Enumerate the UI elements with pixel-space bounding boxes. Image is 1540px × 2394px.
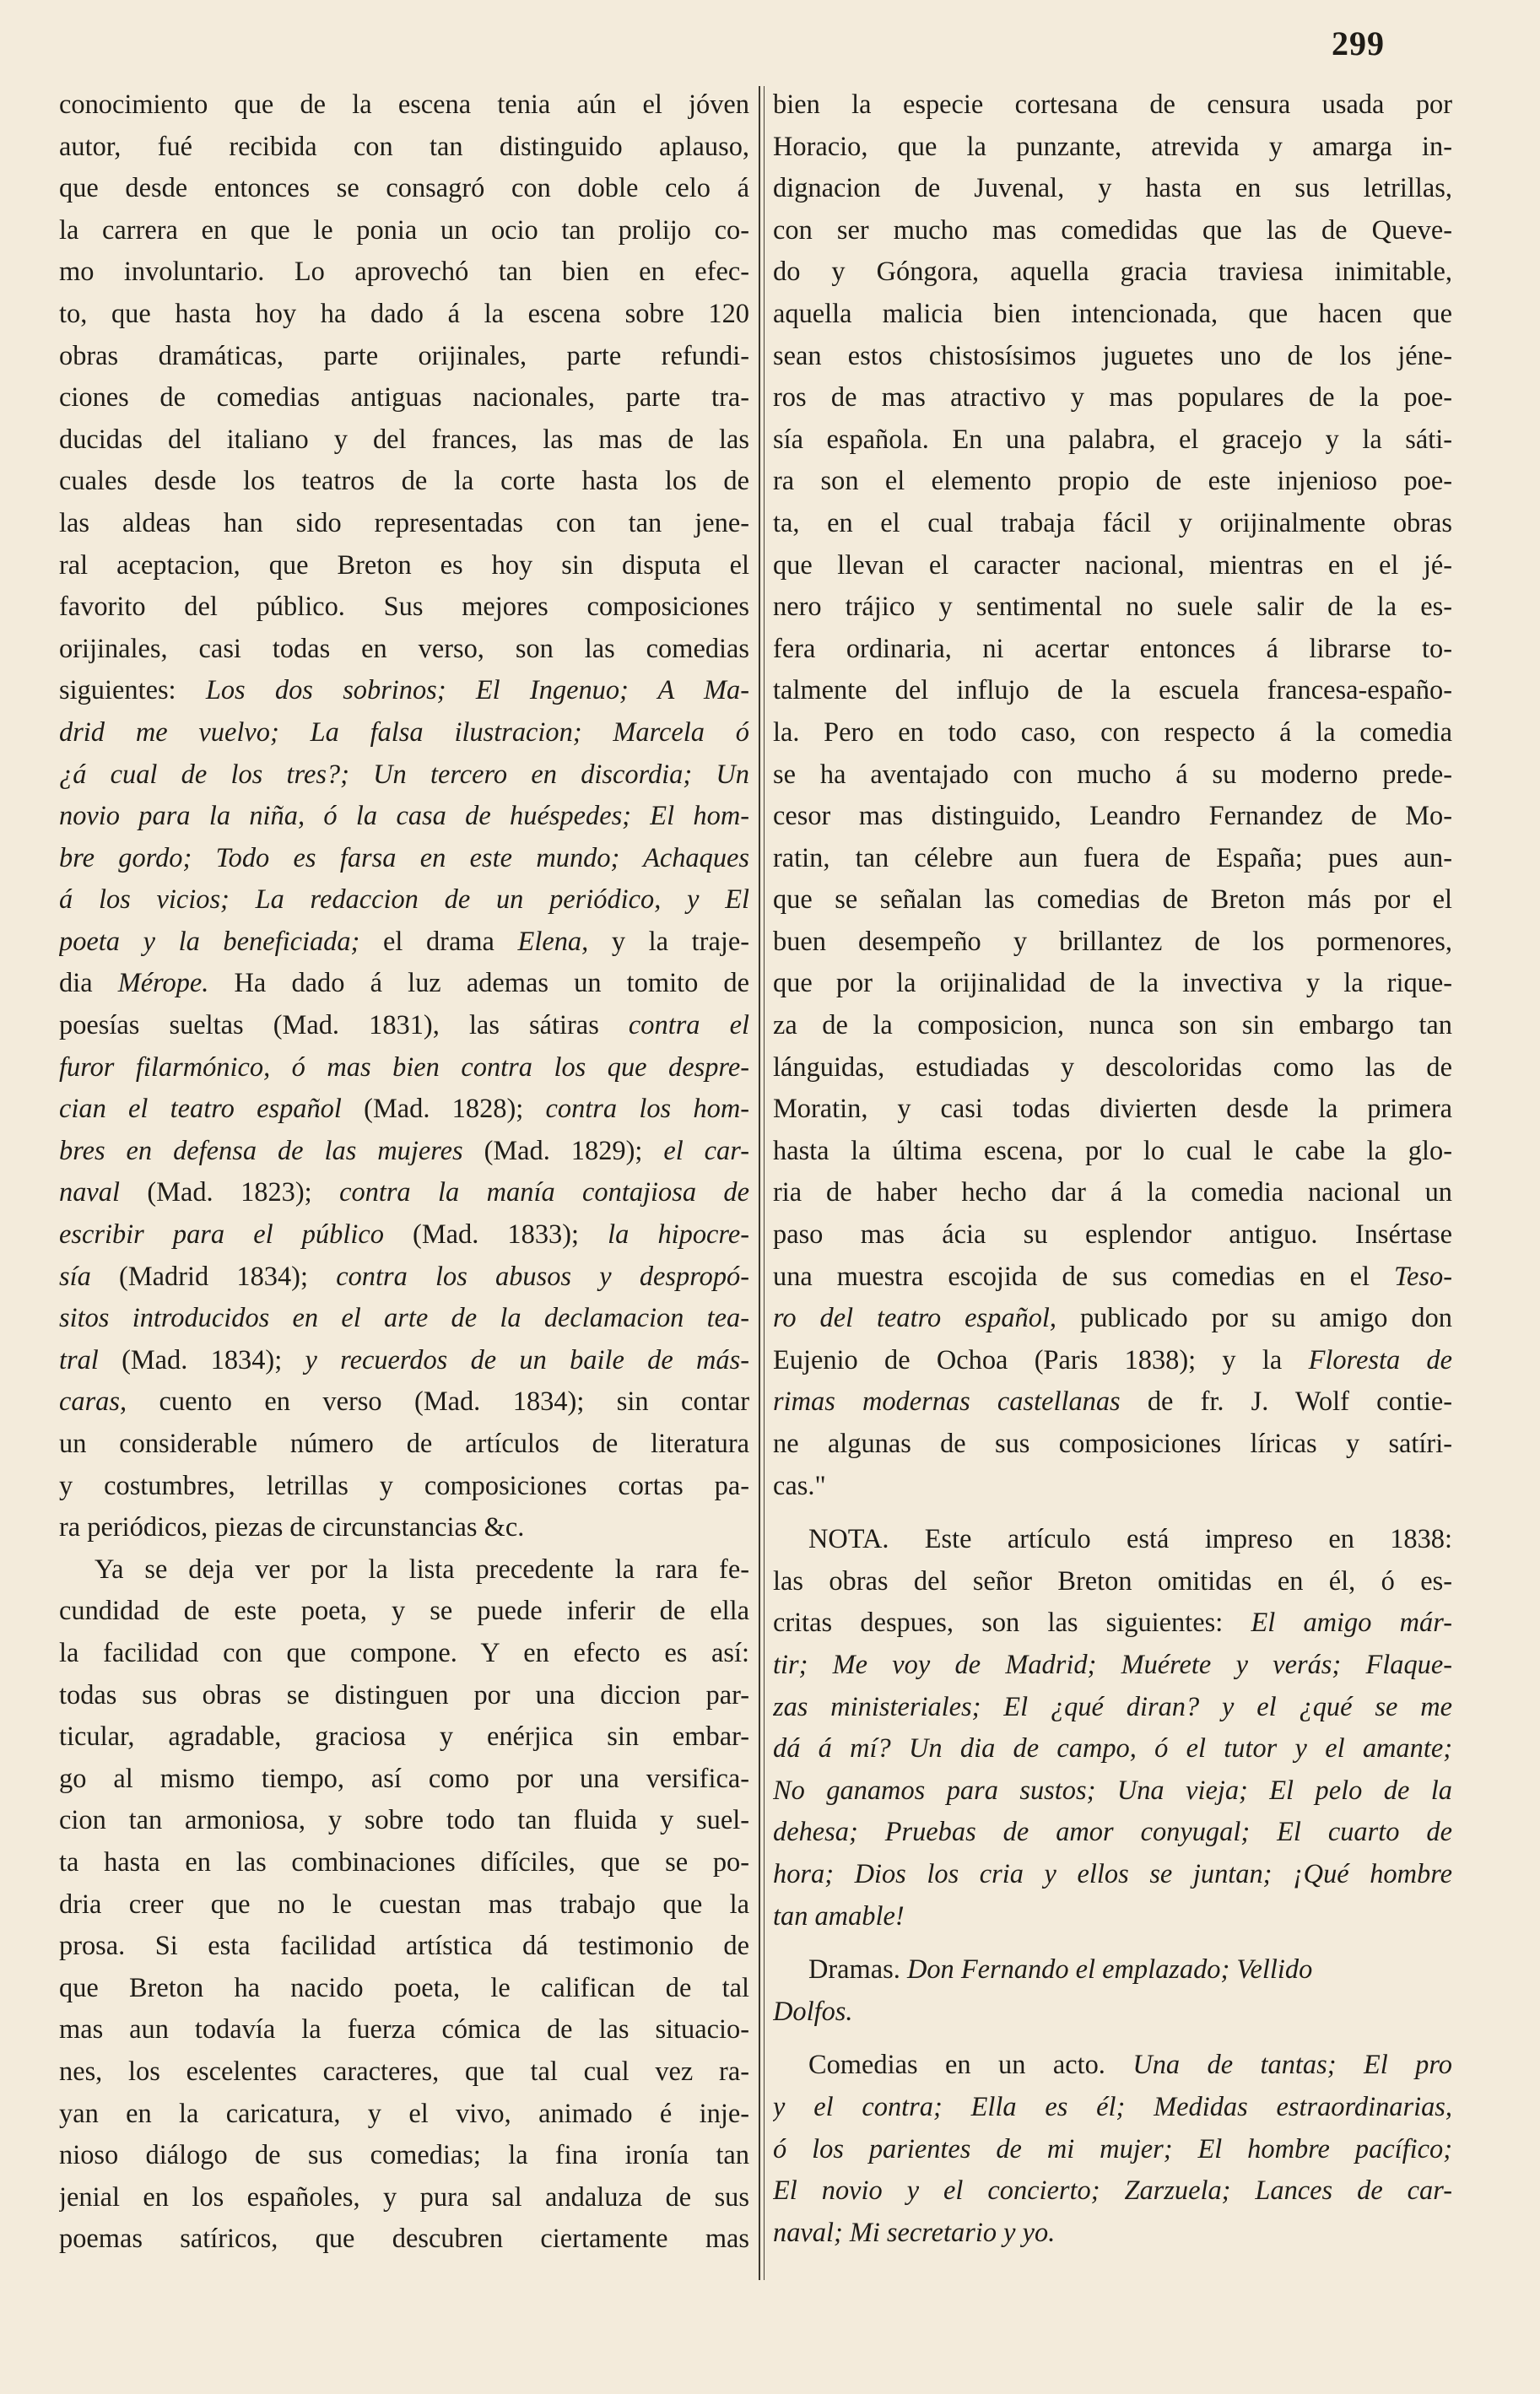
text-line [59, 1131, 749, 1173]
column-rule [759, 86, 760, 2280]
text-run: prosa. Si esta facilidad artística dá testimonio de [59, 1931, 749, 1962]
text-line [59, 1800, 749, 1842]
italic-text: Los dos sobrinos; El Ingenuo; A Ma- [205, 675, 749, 706]
text-line [773, 712, 1452, 754]
text-line [59, 1298, 749, 1340]
italic-text: sitos introducidos en el arte de la declamacion tea- [59, 1303, 749, 1334]
text-line [773, 127, 1452, 169]
text-run: do y Góngora, aquella gracia traviesa inimitable, [773, 257, 1452, 288]
text-run: cesor mas distinguido, Leandro Fernandez de Mo- [773, 801, 1452, 832]
text-line [773, 1214, 1452, 1256]
text-line [773, 1728, 1452, 1770]
text-line [773, 754, 1452, 797]
page-number: 299 [1332, 24, 1385, 62]
text-line [773, 1770, 1452, 1813]
text-line [773, 1256, 1452, 1299]
text-run: poesías sueltas (Mad. 1831), las sátiras [59, 1010, 629, 1041]
text-line [773, 336, 1452, 378]
text-line [773, 503, 1452, 545]
italic-text: tir; Me voy de Madrid; Muérete y verás; Flaque- [773, 1649, 1452, 1680]
text-line [59, 377, 749, 419]
text-line [59, 1005, 749, 1047]
text-run: una muestra escojida de sus comedias en el [773, 1261, 1394, 1292]
italic-text: y recuerdos de un baile de más- [305, 1344, 749, 1375]
italic-text: á los vicios; La redaccion de un periódico, y El [59, 884, 749, 916]
text-run: mo involuntario. Lo aprovechó tan bien en efec- [59, 257, 749, 288]
text-line [59, 1089, 749, 1131]
text-line [59, 1340, 749, 1382]
text-run: lánguidas, estudiadas y descoloridas como las de [773, 1051, 1452, 1083]
text-line [59, 127, 749, 169]
text-line [59, 2009, 749, 2051]
italic-text: naval; Mi secretario y yo. [773, 2217, 1056, 2248]
text-line [59, 1172, 749, 1214]
paragraph-gap [773, 2033, 1452, 2045]
text-line [773, 629, 1452, 671]
text-line [773, 84, 1452, 127]
text-run: ta, en el cual trabaja fácil y orijinalmente obras [773, 507, 1452, 538]
italic-text: contra la manía contajiosa de [339, 1177, 749, 1208]
italic-text: contra los abusos y despropó- [336, 1261, 749, 1292]
italic-text: y el contra; Ella es él; Medidas estraordinarias, [773, 2091, 1452, 2122]
text-line [773, 419, 1452, 462]
italic-text: escribir para el público [59, 1219, 384, 1251]
text-run: cundidad de este poeta, y se puede inferir de ella [59, 1596, 749, 1627]
text-line [59, 1633, 749, 1675]
text-run: (Mad. 1823); [119, 1177, 340, 1208]
italic-text: ó los parientes de mi mujer; El hombre pacífico; [773, 2133, 1452, 2164]
text-line [773, 2129, 1452, 2171]
text-run: ticular, agradable, graciosa y enérjica sin embar- [59, 1721, 749, 1753]
text-run: dria creer que no le cuestan mas trabajo que la [59, 1889, 749, 1920]
text-line [59, 796, 749, 838]
text-run: (Mad. 1834); [98, 1344, 305, 1375]
text-line [773, 1089, 1452, 1131]
text-run: nes, los escelentes caracteres, que tal cual vez ra- [59, 2056, 749, 2087]
text-line [59, 1591, 749, 1633]
text-line [773, 210, 1452, 252]
text-line [773, 1381, 1452, 1424]
text-line [773, 1602, 1452, 1645]
text-line [773, 2045, 1452, 2087]
text-run: hasta la última escena, por lo cual le cabe la glo- [773, 1135, 1452, 1166]
text-line [59, 336, 749, 378]
text-line [773, 294, 1452, 336]
text-run: mas aun todavía la fuerza cómica de las situacio- [59, 2014, 749, 2045]
text-run: de fr. J. Wolf contie- [1120, 1386, 1452, 1418]
text-line [59, 1466, 749, 1508]
text-line [59, 921, 749, 964]
text-line [773, 1519, 1452, 1561]
italic-text: furor filarmónico, ó mas bien contra los que despre- [59, 1051, 749, 1083]
text-line [59, 2177, 749, 2219]
text-line [773, 1047, 1452, 1089]
text-line [773, 1687, 1452, 1729]
right-text-column [773, 84, 1452, 2254]
text-line [59, 1759, 749, 1801]
text-line [773, 1131, 1452, 1173]
left-text-column [59, 84, 749, 2261]
text-line [59, 879, 749, 921]
text-run: nioso diálogo de sus comedias; la fina ironía tan [59, 2140, 749, 2171]
text-run: buen desempeño y brillantez de los pormenores, [773, 926, 1452, 957]
text-line [59, 586, 749, 629]
text-run: paso mas ácia su esplendor antiguo. Insértase [773, 1219, 1452, 1251]
italic-text: hora; Dios los cria y ellos se juntan; ¡Qué hombre [773, 1858, 1452, 1889]
text-line [59, 461, 749, 503]
text-run: publicado por su amigo don [1056, 1303, 1452, 1334]
text-run: la facilidad con que compone. Y en efecto es así: [59, 1637, 749, 1668]
paragraph-gap [773, 1937, 1452, 1949]
italic-text: contra el [628, 1010, 749, 1041]
italic-text: sía [59, 1261, 91, 1292]
text-line [59, 838, 749, 880]
text-line [59, 1926, 749, 1968]
text-run: autor, fué recibida con tan distinguido aplauso, [59, 131, 749, 162]
text-line [59, 2051, 749, 2094]
text-line [59, 1716, 749, 1759]
italic-text: la hipocre- [608, 1219, 749, 1251]
text-line [773, 1854, 1452, 1896]
italic-text: El amigo már- [1251, 1608, 1452, 1639]
text-line [773, 2213, 1452, 2255]
text-run: ros de mas atractivo y mas populares de la poe- [773, 382, 1452, 413]
text-run: to, que hasta hoy ha dado á la escena sobre 120 [59, 298, 749, 329]
text-run: (Madrid 1834); [90, 1261, 337, 1292]
text-run: cuales desde los teatros de la corte hasta los de [59, 466, 749, 497]
italic-text: bres en defensa de las mujeres [59, 1135, 463, 1166]
italic-text: naval [59, 1177, 120, 1208]
text-run: y la traje- [588, 926, 749, 957]
text-run: ducidas del italiano y del frances, las mas de las [59, 424, 749, 455]
text-run: que se señalan las comedias de Breton más por el [773, 884, 1452, 916]
italic-text: cian el teatro español [59, 1094, 342, 1125]
italic-text: tral [59, 1344, 99, 1375]
italic-text: novio para la niña, ó la casa de huéspedes; El hom- [59, 801, 749, 832]
text-run: conocimiento que de la escena tenia aún el jóven [59, 89, 749, 120]
text-line [773, 963, 1452, 1005]
text-run: favorito del público. Sus mejores composiciones [59, 592, 749, 623]
text-line [773, 1466, 1452, 1508]
text-run: Ya se deja ver por la lista precedente la rara fe- [95, 1554, 749, 1585]
italic-text: contra los hom- [545, 1094, 749, 1125]
text-run: todas sus obras se distinguen por una diccion par- [59, 1679, 749, 1710]
text-line [59, 168, 749, 210]
text-line [773, 1561, 1452, 1603]
text-line [773, 1949, 1452, 1991]
text-run: las aldeas han sido representadas con tan jene- [59, 507, 749, 538]
text-run: poemas satíricos, que descubren ciertamente mas [59, 2224, 749, 2255]
italic-text: El novio y el concierto; Zarzuela; Lances de car- [773, 2175, 1452, 2207]
text-run: jenial en los españoles, y pura sal andaluza de sus [59, 2181, 749, 2213]
text-line [773, 1172, 1452, 1214]
text-line [773, 1424, 1452, 1466]
text-run: Eujenio de Ochoa (Paris 1838); y la [773, 1344, 1309, 1375]
text-run: que llevan el caracter nacional, mientras en el jé- [773, 549, 1452, 581]
italic-text: ro del teatro español, [773, 1303, 1057, 1334]
text-line [59, 1968, 749, 2010]
text-line [59, 294, 749, 336]
text-line [59, 503, 749, 545]
text-line [59, 84, 749, 127]
text-line [59, 2135, 749, 2177]
text-run: ciones de comedias antiguas nacionales, parte tra- [59, 382, 749, 413]
column-rule-inner [764, 86, 765, 2280]
italic-text: Elena, [517, 926, 589, 957]
text-line [773, 251, 1452, 294]
text-run: fera ordinaria, ni acertar entonces á librarse to- [773, 633, 1452, 664]
text-line [773, 545, 1452, 587]
text-run: ne algunas de sus composiciones líricas y satíri- [773, 1429, 1452, 1459]
text-run: Ha dado á luz ademas un tomito de [208, 968, 749, 999]
italic-text: Dolfos. [773, 1996, 853, 2027]
text-line [59, 1507, 749, 1549]
text-line [773, 1991, 1452, 2034]
text-run: un considerable número de artículos de literatura [59, 1429, 749, 1459]
text-run: za de la composicion, nunca son sin embargo tan [773, 1010, 1452, 1041]
text-run: que Breton ha nacido poeta, le califican de tal [59, 1972, 749, 2003]
text-run: orijinales, casi todas en verso, son las comedias [59, 633, 749, 664]
text-run: que por la orijinalidad de la invectiva y la rique- [773, 968, 1452, 999]
text-run: Comedias en un acto. [808, 2050, 1133, 2081]
text-line [773, 838, 1452, 880]
italic-text: caras, [59, 1386, 127, 1418]
text-line [59, 1549, 749, 1591]
text-line [773, 1005, 1452, 1047]
italic-text: ¿á cual de los tres?; Un tercero en discordia; Un [59, 759, 749, 790]
text-run: cuento en verso (Mad. 1834); sin contar [127, 1386, 749, 1418]
text-run: talmente del influjo de la escuela francesa-españo- [773, 675, 1452, 706]
text-line [59, 670, 749, 712]
text-line [773, 1645, 1452, 1687]
text-run: cion tan armoniosa, y sobre todo tan fluida y suel- [59, 1805, 749, 1836]
text-line [773, 2170, 1452, 2213]
italic-text: bre gordo; Todo es farsa en este mundo; Achaques [59, 842, 749, 873]
text-line [59, 629, 749, 671]
text-run: la. Pero en todo caso, con respecto á la comedia [773, 716, 1452, 748]
italic-text: Floresta de [1308, 1344, 1452, 1375]
text-line [773, 1298, 1452, 1340]
italic-text: Una de tantas; El pro [1132, 2050, 1452, 2081]
text-run: con ser mucho mas comedidas que las de Queve- [773, 214, 1452, 246]
italic-text: Mérope. [117, 968, 209, 999]
text-line [59, 1842, 749, 1884]
italic-text: dehesa; Pruebas de amor conyugal; El cuarto de [773, 1817, 1452, 1848]
text-line [59, 210, 749, 252]
text-line [59, 1214, 749, 1256]
text-run: yan en la caricatura, y el vivo, animado é inje- [59, 2098, 749, 2129]
text-run: aquella malicia bien intencionada, que hacen que [773, 298, 1452, 329]
text-run: se ha aventajado con mucho á su moderno prede- [773, 759, 1452, 790]
text-run: ra periódicos, piezas de circunstancias &c. [59, 1512, 525, 1543]
text-run: (Mad. 1828); [341, 1094, 546, 1125]
text-run: ral aceptacion, que Breton es hoy sin disputa el [59, 549, 749, 581]
text-run: NOTA. Este artículo está impreso en 1838: [808, 1524, 1452, 1555]
text-run: sía española. En una palabra, el gracejo y la sáti- [773, 424, 1452, 455]
text-run: bien la especie cortesana de censura usada por [773, 89, 1452, 120]
text-run: Dramas. [808, 1954, 907, 1986]
text-line [59, 1424, 749, 1466]
text-run: Horacio, que la punzante, atrevida y amarga in- [773, 131, 1452, 162]
text-line [773, 377, 1452, 419]
italic-text: el car- [663, 1135, 749, 1166]
text-line [773, 879, 1452, 921]
italic-text: dá á mí? Un dia de campo, ó el tutor y el amante; [773, 1733, 1452, 1764]
italic-text: No ganamos para sustos; Una vieja; El pelo de la [773, 1775, 1452, 1806]
text-line [773, 921, 1452, 964]
text-line [59, 712, 749, 754]
text-run: ta hasta en las combinaciones difíciles, que se po- [59, 1846, 749, 1878]
text-line [59, 1047, 749, 1089]
text-run: siguientes: [59, 675, 206, 706]
text-run: go al mismo tiempo, así como por una versifica- [59, 1763, 749, 1794]
text-line [773, 586, 1452, 629]
text-line [773, 461, 1452, 503]
text-run: la carrera en que le ponia un ocio tan prolijo co- [59, 214, 749, 246]
italic-text: rimas modernas castellanas [773, 1386, 1121, 1418]
text-run: dia [59, 968, 118, 999]
text-run: que desde entonces se consagró con doble celo á [59, 173, 749, 204]
text-run: critas despues, son las siguientes: [773, 1608, 1251, 1639]
text-run: ratin, tan célebre aun fuera de España; pues aun- [773, 842, 1452, 873]
text-line [773, 2087, 1452, 2129]
text-line [59, 754, 749, 797]
text-line [59, 1381, 749, 1424]
text-line [773, 670, 1452, 712]
text-run: dignacion de Juvenal, y hasta en sus letrillas, [773, 173, 1452, 204]
italic-text: zas ministeriales; El ¿qué diran? y el ¿qué se me [773, 1691, 1452, 1722]
text-line [773, 1340, 1452, 1382]
italic-text: drid me vuelvo; La falsa ilustracion; Marcela ó [59, 716, 749, 748]
text-run: obras dramáticas, parte orijinales, parte refundi- [59, 340, 749, 371]
text-run: y costumbres, letrillas y composiciones cortas pa- [59, 1470, 749, 1501]
text-run: (Mad. 1829); [462, 1135, 664, 1166]
italic-text: Teso- [1393, 1261, 1452, 1292]
text-run: nero trájico y sentimental no suele salir de la es- [773, 592, 1452, 623]
text-line [59, 251, 749, 294]
italic-text: poeta y la beneficiada; [59, 926, 360, 957]
text-line [773, 1896, 1452, 1938]
italic-text: tan amable! [773, 1900, 905, 1932]
text-line [59, 2218, 749, 2261]
text-line [773, 168, 1452, 210]
text-line [59, 1256, 749, 1299]
text-run: (Mad. 1833); [383, 1219, 608, 1251]
italic-text: Don Fernando el emplazado; Vellido [906, 1954, 1313, 1986]
text-run: las obras del señor Breton omitidas en él, ó es- [773, 1565, 1452, 1597]
text-run: ria de haber hecho dar á la comedia nacional un [773, 1177, 1452, 1208]
text-line [773, 1812, 1452, 1854]
text-run: sean estos chistosísimos juguetes uno de los jéne- [773, 340, 1452, 371]
text-run: el drama [359, 926, 518, 957]
paragraph-gap [773, 1507, 1452, 1519]
text-run: ra son el elemento propio de este injenioso poe- [773, 466, 1452, 497]
text-line [773, 796, 1452, 838]
text-line [59, 1675, 749, 1717]
text-line [59, 545, 749, 587]
text-run: Moratin, y casi todas divierten desde la primera [773, 1094, 1452, 1125]
text-line [59, 419, 749, 462]
text-line [59, 2094, 749, 2136]
text-run: cas." [773, 1470, 826, 1501]
text-line [59, 1884, 749, 1927]
text-line [59, 963, 749, 1005]
